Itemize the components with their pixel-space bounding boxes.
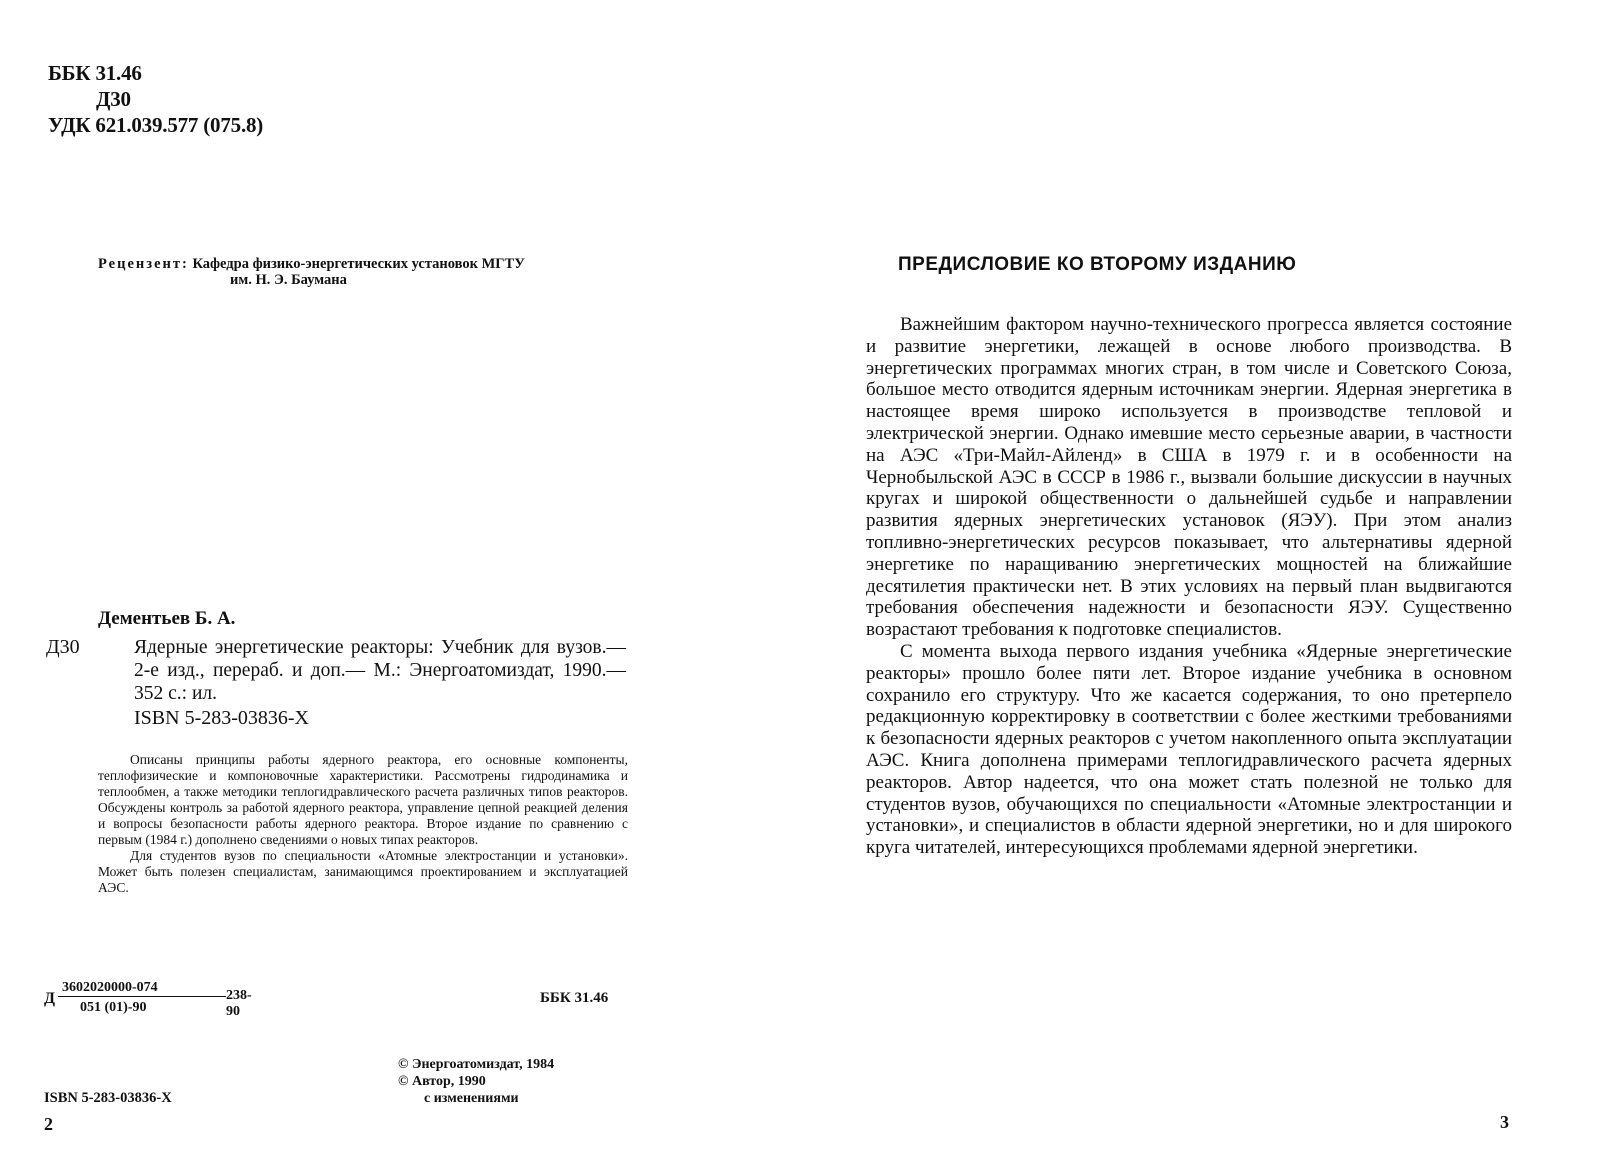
index-formula — [44, 980, 252, 1030]
copyright-line: © Автор, 1990 — [398, 1074, 486, 1089]
bbk-footer: ББК 31.46 — [540, 990, 609, 1006]
index-suffix: 238-90 — [226, 988, 252, 1019]
bib-isbn: ISBN 5-283-03836-X — [134, 707, 309, 729]
page-number: 3 — [1500, 1112, 1509, 1132]
author-name: Дементьев Б. А. — [98, 608, 236, 629]
copyright-line: с изменениями — [424, 1091, 519, 1106]
copyright-line: © Энергоатомиздат, 1984 — [398, 1057, 555, 1072]
classification-block — [48, 60, 263, 138]
abstract-paragraph: Для студентов вузов по специальности «Атомные электростанции и установки». Может быть полезен специалистам, занимающимся проектированием и эксплуатацией АЭС. — [98, 848, 628, 895]
bib-code: Д30 — [46, 636, 80, 658]
bibliographic-record — [46, 636, 626, 730]
author-mark: Д30 — [96, 87, 131, 111]
abstract — [98, 752, 628, 896]
abstract-paragraph: Описаны принципы работы ядерного реактора, его основные компоненты, теплофизические и компоновочные характеристики. Рассмотрены гидродинамика и теплообмен, а также методики теплогидравлического расчета различных типов реакторов. Обсуждены контроль за работой ядерного реактора, управление цепной реакцией деления и вопросы безопасности работы ядерного реактора. Второе издание по сравнению с первым (1984 г.) дополнено сведениями о новых типах реакторов. — [98, 752, 628, 847]
index-denominator: 051 (01)-90 — [80, 1000, 147, 1015]
udk-code: УДК 621.039.577 (075.8) — [48, 113, 264, 137]
isbn-footer: ISBN 5-283-03836-X — [44, 1090, 172, 1106]
preface-body — [866, 314, 1512, 859]
index-letter: Д — [44, 990, 56, 1007]
index-numerator: 3602020000-074 — [62, 980, 158, 995]
preface-paragraph: С момента выхода первого издания учебника «Ядерные энергетические реакторы» прошло более пяти лет. Второе издание учебника в основном сохранило его структуру. Что же касается содержания, то оно претерпело редакционную корректировку в соответствии с более жесткими требованиями к безопасности ядерных реакторов с учетом накопленного опыта эксплуатации АЭС. Книга дополнена примерами теплогидравлического расчета ядерных реакторов. Автор надеется, что она может стать полезной не только для студентов вузов, обучающихся по специальности «Атомные электростанции и установки», и специалистов в области ядерной энергетики, но и для широкого круга читателей, интересующихся проблемами ядерной энергетики. — [866, 640, 1512, 859]
reviewer-line2: им. Н. Э. Баумана — [230, 272, 347, 288]
reviewer-block — [98, 256, 638, 288]
page-number: 2 — [44, 1114, 53, 1134]
copyright-block — [398, 1056, 554, 1107]
fraction-bar — [58, 996, 226, 997]
preface-paragraph: Важнейшим фактором научно-технического прогресса является состояние и развитие энергетики, лежащей в основе любого производства. В энергетических программах многих стран, в том числе и Советского Союза, большое место отводится ядерным источникам энергии. Ядерная энергетика в настоящее время широко используется в производстве тепловой и электрической энергии. Однако имевшие место серьезные аварии, в частности на АЭС «Три-Майл-Айленд» в США в 1979 г. и в особенности на Чернобыльской АЭС в СССР в 1986 г., вызвали большие дискуссии в научных кругах и широкой общественности о дальнейшей судьбе и направлении развития ядерных энергетических установок (ЯЭУ). При этом анализ топливно-энергетических ресурсов показывает, что альтернативы ядерной энергетике по наращиванию энергетических мощностей на ближайшие десятилетия практически нет. В этих условиях на первый план выдвигаются требования обеспечения надежности и безопасности ЯЭУ. Существенно возрастают требования к подготовке специалистов. — [866, 314, 1512, 641]
right-page — [800, 0, 1600, 1172]
preface-heading: ПРЕДИСЛОВИЕ КО ВТОРОМУ ИЗДАНИЮ — [898, 254, 1297, 275]
reviewer-line1: Кафедра физико-энергетических установок МГТУ — [192, 256, 525, 272]
reviewer-label: Рецензент: — [98, 256, 189, 272]
bib-description: Ядерные энергетические реакторы: Учебник для вузов.— 2-е изд., перераб. и доп.— М.: Энергоатомиздат, 1990.— 352 с.: ил. — [134, 637, 626, 704]
bbk-code: ББК 31.46 — [48, 61, 142, 85]
